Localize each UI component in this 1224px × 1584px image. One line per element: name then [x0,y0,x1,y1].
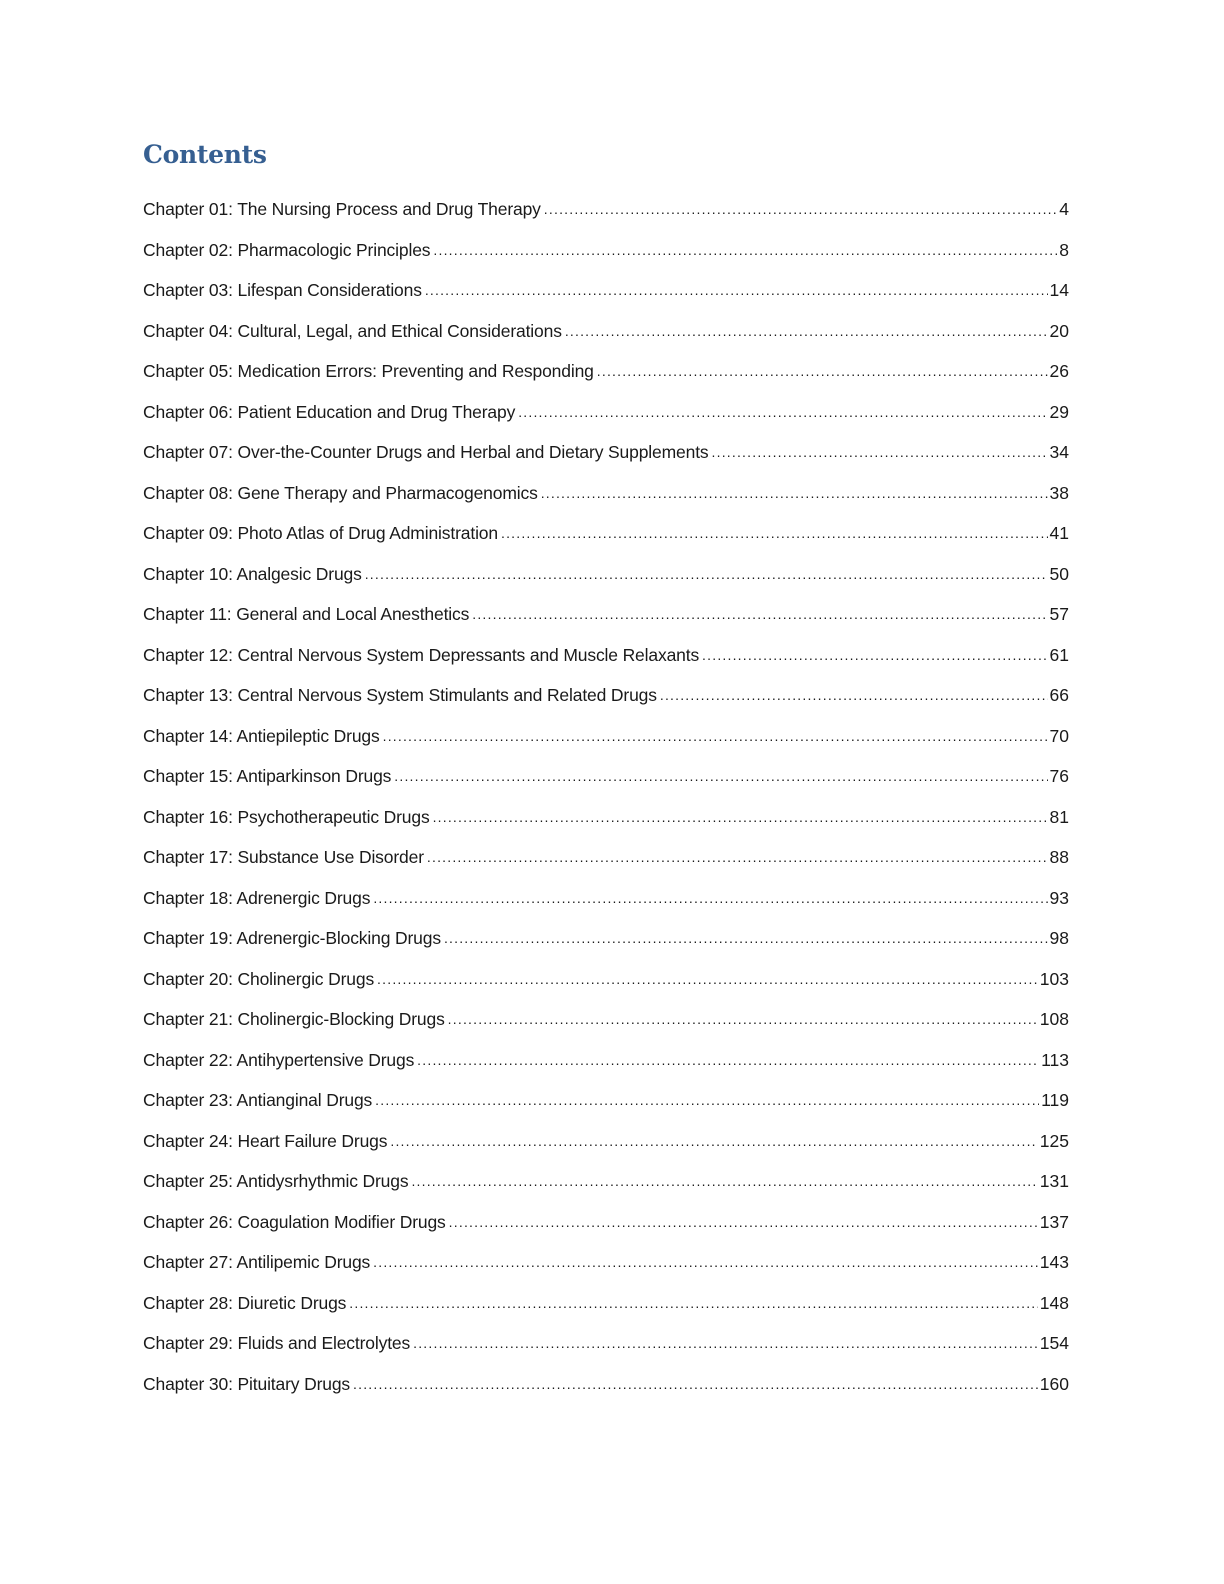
toc-entry-page-number: 70 [1049,725,1069,746]
toc-entry[interactable] [143,1007,1069,1048]
toc-entry[interactable] [143,602,1069,643]
toc-entry-label: Chapter 01: The Nursing Process and Drug Therapy [143,197,544,221]
toc-entry[interactable] [143,278,1069,319]
toc-dot-leader [411,1169,1037,1193]
toc-entry-label: Chapter 04: Cultural, Legal, and Ethical Considerations [143,319,565,343]
toc-entry-label: Chapter 27: Antilipemic Drugs [143,1250,373,1274]
toc-entry-label: Chapter 12: Central Nervous System Depressants and Muscle Relaxants [143,643,702,667]
toc-entry[interactable] [143,1372,1069,1413]
toc-dot-leader [433,238,1057,262]
toc-entry-label: Chapter 21: Cholinergic-Blocking Drugs [143,1007,448,1031]
toc-entry[interactable] [143,197,1069,238]
toc-entry-page-number: 119 [1041,1090,1069,1110]
toc-dot-leader [413,1331,1038,1355]
toc-dot-leader [544,197,1057,221]
toc-dot-leader [394,764,1047,788]
toc-entry[interactable] [143,724,1069,765]
toc-list [143,197,1069,1412]
toc-entry[interactable] [143,886,1069,927]
toc-entry-label: Chapter 10: Analgesic Drugs [143,562,365,586]
toc-entry-page-number: 20 [1049,320,1069,341]
toc-entry-page-number: 8 [1059,239,1069,260]
toc-entry-label: Chapter 22: Antihypertensive Drugs [143,1048,417,1072]
toc-dot-leader [448,1007,1038,1031]
toc-entry-page-number: 14 [1049,280,1069,300]
toc-entry-page-number: 148 [1039,1292,1069,1313]
toc-entry-page-number: 125 [1039,1130,1069,1151]
toc-entry-label: Chapter 16: Psychotherapeutic Drugs [143,805,433,829]
toc-entry-label: Chapter 23: Antianginal Drugs [143,1088,375,1112]
toc-entry-label: Chapter 03: Lifespan Considerations [143,278,425,302]
toc-dot-leader [383,724,1048,748]
toc-entry[interactable] [143,643,1069,684]
toc-entry[interactable] [143,926,1069,967]
toc-entry-page-number: 4 [1059,199,1069,219]
toc-entry[interactable] [143,1210,1069,1251]
toc-dot-leader [449,1210,1038,1234]
toc-dot-leader [518,400,1047,424]
toc-entry-label: Chapter 24: Heart Failure Drugs [143,1129,390,1153]
toc-entry[interactable] [143,1291,1069,1332]
toc-entry-label: Chapter 19: Adrenergic-Blocking Drugs [143,926,444,950]
toc-entry[interactable] [143,967,1069,1008]
toc-dot-leader [501,521,1048,545]
toc-entry-label: Chapter 09: Photo Atlas of Drug Administration [143,521,501,545]
toc-entry-page-number: 113 [1041,1049,1069,1070]
toc-dot-leader [417,1048,1039,1072]
toc-dot-leader [660,683,1048,707]
toc-entry-page-number: 93 [1049,887,1069,908]
toc-entry-page-number: 81 [1049,806,1069,827]
toc-dot-leader [373,1250,1038,1274]
toc-entry-label: Chapter 14: Antiepileptic Drugs [143,724,383,748]
toc-entry-label: Chapter 11: General and Local Anesthetics [143,602,472,626]
toc-entry-label: Chapter 05: Medication Errors: Preventing and Responding [143,359,597,383]
toc-entry[interactable] [143,319,1069,360]
toc-entry-page-number: 88 [1049,847,1069,867]
toc-dot-leader [597,359,1048,383]
toc-entry-label: Chapter 02: Pharmacologic Principles [143,238,433,262]
toc-dot-leader [349,1291,1038,1315]
toc-entry-label: Chapter 17: Substance Use Disorder [143,845,427,869]
toc-entry[interactable] [143,1048,1069,1089]
toc-entry-page-number: 160 [1039,1373,1069,1394]
toc-dot-leader [702,643,1047,667]
toc-entry[interactable] [143,400,1069,441]
toc-entry[interactable] [143,238,1069,279]
toc-entry-page-number: 98 [1049,928,1069,948]
toc-entry-label: Chapter 20: Cholinergic Drugs [143,967,377,991]
toc-entry-page-number: 76 [1049,766,1069,786]
toc-entry[interactable] [143,845,1069,886]
toc-entry-page-number: 103 [1039,968,1069,989]
toc-entry-page-number: 29 [1049,401,1069,422]
toc-entry-label: Chapter 30: Pituitary Drugs [143,1372,353,1396]
toc-entry-page-number: 154 [1039,1333,1069,1353]
toc-entry-label: Chapter 25: Antidysrhythmic Drugs [143,1169,411,1193]
toc-entry-label: Chapter 29: Fluids and Electrolytes [143,1331,413,1355]
toc-entry[interactable] [143,1169,1069,1210]
toc-entry[interactable] [143,359,1069,400]
toc-entry[interactable] [143,1250,1069,1291]
toc-entry[interactable] [143,1088,1069,1129]
toc-entry-label: Chapter 07: Over-the-Counter Drugs and Herbal and Dietary Supplements [143,440,712,464]
toc-entry[interactable] [143,481,1069,522]
toc-entry-page-number: 26 [1049,361,1069,381]
toc-entry-label: Chapter 18: Adrenergic Drugs [143,886,373,910]
toc-entry-page-number: 108 [1039,1009,1069,1029]
toc-entry-page-number: 34 [1049,442,1069,462]
toc-dot-leader [425,278,1048,302]
toc-entry[interactable] [143,1331,1069,1372]
toc-entry[interactable] [143,440,1069,481]
toc-dot-leader [433,805,1048,829]
toc-entry-label: Chapter 26: Coagulation Modifier Drugs [143,1210,449,1234]
toc-dot-leader [373,886,1047,910]
toc-dot-leader [390,1129,1037,1153]
toc-entry-page-number: 57 [1049,604,1069,624]
toc-entry-page-number: 41 [1049,523,1069,543]
toc-dot-leader [565,319,1048,343]
toc-entry-label: Chapter 08: Gene Therapy and Pharmacogenomics [143,481,541,505]
toc-dot-leader [712,440,1048,464]
toc-entry-page-number: 137 [1039,1211,1069,1232]
toc-entry[interactable] [143,805,1069,846]
toc-entry[interactable] [143,521,1069,562]
toc-entry[interactable] [143,1129,1069,1170]
toc-dot-leader [377,967,1038,991]
toc-dot-leader [365,562,1048,586]
toc-entry[interactable] [143,683,1069,724]
toc-dot-leader [472,602,1047,626]
toc-entry-label: Chapter 06: Patient Education and Drug Therapy [143,400,518,424]
toc-entry-page-number: 38 [1049,482,1069,503]
toc-entry-page-number: 61 [1049,644,1069,665]
toc-entry-label: Chapter 13: Central Nervous System Stimulants and Related Drugs [143,683,660,707]
toc-dot-leader [444,926,1048,950]
toc-entry[interactable] [143,764,1069,805]
toc-entry-label: Chapter 15: Antiparkinson Drugs [143,764,394,788]
toc-dot-leader [427,845,1048,869]
toc-entry-page-number: 131 [1039,1171,1069,1191]
toc-title: Contents [143,140,267,169]
toc-entry-page-number: 66 [1049,685,1069,705]
toc-dot-leader [541,481,1048,505]
toc-entry-page-number: 50 [1049,563,1069,584]
toc-dot-leader [353,1372,1038,1396]
toc-entry[interactable] [143,562,1069,603]
toc-entry-label: Chapter 28: Diuretic Drugs [143,1291,349,1315]
toc-dot-leader [375,1088,1039,1112]
toc-entry-page-number: 143 [1039,1252,1069,1272]
